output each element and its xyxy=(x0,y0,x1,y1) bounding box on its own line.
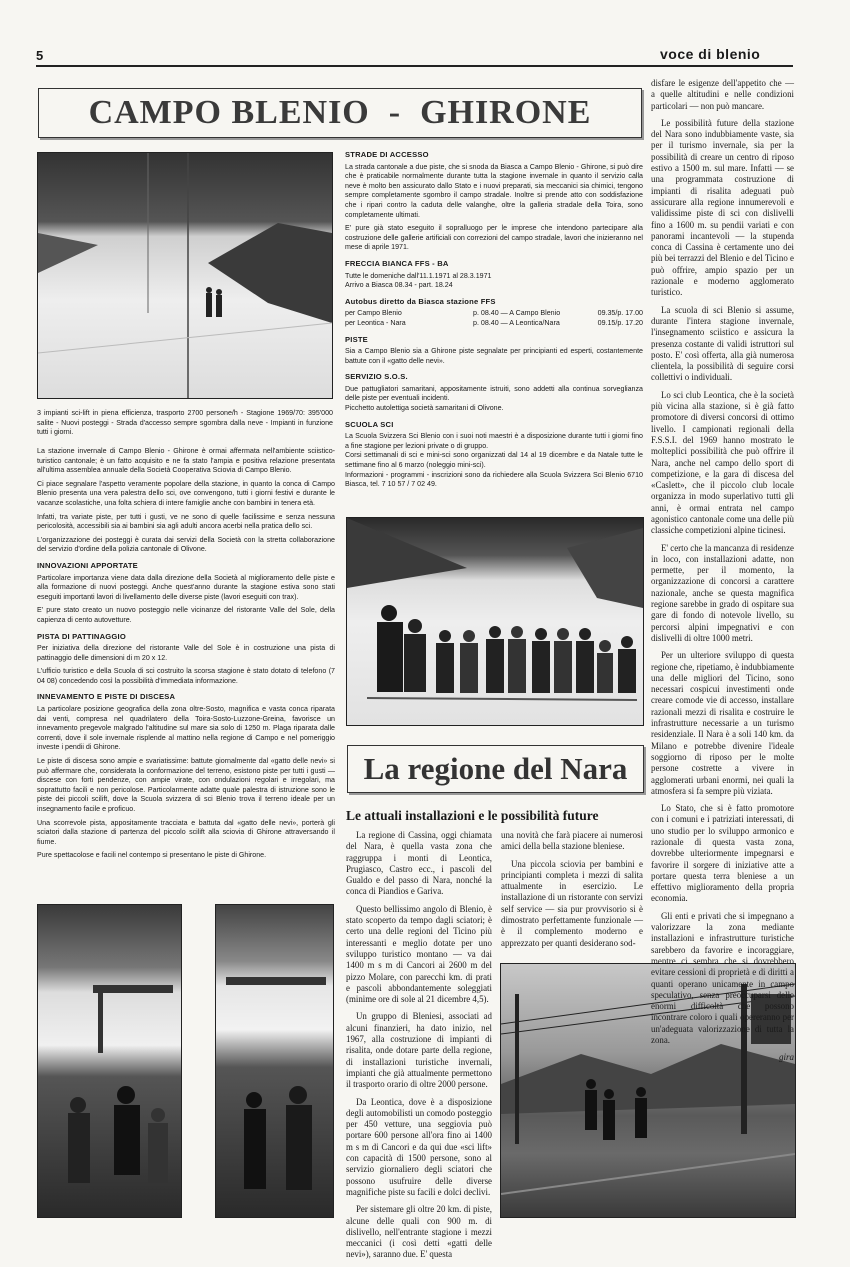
photo-skiers-lift-left xyxy=(37,904,182,1218)
ski-slope-illustration xyxy=(38,153,332,398)
bus-dest: per Campo Blenio xyxy=(345,309,402,318)
info-paragraph: La Scuola Svizzera Sci Blenio con i suoi noti maestri è a disposizione durante tutti i giorni fino a fine stagione per lezioni private o di gruppo. xyxy=(345,432,643,450)
section-heading-innovazioni: INNOVAZIONI APPORTATE xyxy=(37,560,138,570)
bus-dest: per Leontica - Nara xyxy=(345,318,406,327)
info-paragraph: Sia a Campo Blenio sia a Ghirone piste segnalate per principianti ed esperti, costantemente battute con il «gatto delle nevi». xyxy=(345,347,643,365)
right-paragraph: Lo Stato, che si è fatto promotore con i comuni e i patriziati interessati, di uno studio per lo sviluppo armonico e razionale di questa vasta zona, dovrebbe ulteriormente impegnarsi e favorire il sorgere di iniziative atte a portare questa terra bleniese a un effettivo miglioramento della propria economia. xyxy=(651,803,794,904)
masthead: voce di blenio xyxy=(660,46,761,62)
nara-paragraph: una novità che farà piacere ai numerosi amici della bella stazione bleniese. xyxy=(501,830,643,852)
nara-col1 xyxy=(346,830,492,1267)
intro-paragraph: Infatti, tra variate piste, per tutti i gusti, ve ne sono di quelle facilissime e senza nessuna pericolosità, accessibili sia ai bambini sia agli adulti ancora acerbi nella pratica dello sci. xyxy=(37,512,335,531)
heading-freccia: FRECCIA BIANCA FFS - BA xyxy=(345,258,449,268)
title-box xyxy=(38,88,642,138)
page-number: 5 xyxy=(36,48,44,63)
nara-title: La regione del Nara xyxy=(363,751,628,786)
section-paragraph: Le piste di discesa sono ampie e svariatissime: battute giornalmente dal «gatto delle nevi» si può affermare che, considerata la conformazione del terreno, esistono piste per tutti i gusti — discese con forti pendenze, con ampie virate, con ondulazioni regolari e irregolari, ma soprattutto facili e non pericolose. Particolarmente adatte quale palestra di istruzione sono le piste dei piccoli scilift, dove la Scuola svizzera di sci Blenio trova il terreno ideale per un insegnamento facile e proficuo. xyxy=(37,757,335,813)
right-paragraph: disfare le esigenze dell'appetito che — a quelle altitudini e nelle condizioni particolari — non può mancare. xyxy=(651,78,794,111)
header-rule xyxy=(36,65,793,67)
info-paragraph: La strada cantonale a due piste, che si snoda da Biasca a Campo Blenio - Ghirone, si può dire che è praticabile normalmente durante tutta la stagione invernale in quanto il servizio calla neve è molto ben assicurato dallo Stato e i nuovi preparati, sia meccanici sia chimici, tengono sempre completamente sgombro il campo stradale. Inoltre si prende atto con soddisfazione che i ripari contro la caduta delle valanghe, oltre la galleria stradale della Toira, sono completamente ultimati. xyxy=(345,162,643,219)
timetable-row xyxy=(345,319,643,329)
info-column xyxy=(345,150,643,494)
right-paragraph: Gli enti e privati che si impegnano a valorizzare la zona mediante installazioni e infrastrutture turistiche sarebbero da favorire e incoraggiare, mentre ci sembra che si dovrebbero evitare cessioni di proprietà e di diritti a quanti operano unicamente in campo speculativo, senza preoccuparsi delle enormi difficoltà che possono incontrare coloro i quali opereranno per un'adeguata valorizzazione di tutta la zona. xyxy=(651,910,794,1046)
right-paragraph: La scuola di sci Blenio si assume, durante l'intera stagione invernale, l'insegnamento sciistico e assicura la presenza costante di validi istruttori sul posto. E' così offerta, alla già numerosa clientela, la possibilità di seguire corsi collettivi o individuali. xyxy=(651,304,794,383)
photo-skiers-lift-right xyxy=(215,904,334,1218)
signature: gira xyxy=(778,1052,794,1063)
nara-paragraph: Da Leontica, dove è a disposizione degli automobilisti un comodo posteggio per 450 vetture, una seggiovia può portare 600 persone all'ora fino ai 1400 m s m di Cancori e da qui due «sci lift» con capacità di 1500 persone, sono al servizio giornaliero degli sciatori che possono usufruire delle diverse magnifiche piste su facili e dolci declivi. xyxy=(346,1096,492,1197)
nara-paragraph: Per sistemare gli oltre 20 km. di piste, alcune delle quali con 900 m. di dislivello, nell'entrante stagione i mezzi meccanici (i così detti «gatti delle nevi»), saranno due. E' questa xyxy=(346,1204,492,1260)
heading-strade: STRADE DI ACCESSO xyxy=(345,150,429,159)
timetable-row xyxy=(345,309,643,319)
bus-dep: p. 08.40 — A Campo Blenio xyxy=(473,309,561,318)
info-paragraph: Informazioni - programmi - inscrizioni sono da richiedere alla Scuola Svizzera Sci Blenio 6710 Biasca, tel. 7 10 57 / 7 02 49. xyxy=(345,470,643,489)
info-paragraph: Due pattugliatori samaritani, appositamente istruiti, sono addetti alla continua sorveglianza delle piste per eventuali incidenti. xyxy=(345,384,643,403)
right-paragraph: Le possibilità future della stazione del Nara sono indubbiamente vaste, sia per il turismo invernale, sia per la possibilità di creare un centro di riposo estivo a 1500 m. sul mare. Infatti — se una programmata costruzione di impianti di risalita adeguati può assicurare alla regione innumerevoli e validissime piste di sci con dislivelli fino a 1600 m. su pendii variati e con panorami incantevoli — la stupenda conca di Cassina è certamente uno dei più bei terrazzi del Blenio e del Ticino e può offrire, ampio spazio per un razionale e moderno agglomerato turistico. xyxy=(651,117,794,298)
freccia-line: Arrivo a Biasca 08.34 - part. 18.24 xyxy=(345,281,453,290)
bus-dep: p. 08.40 — A Leontica/Nara xyxy=(473,318,560,327)
section-paragraph: Particolare importanza viene data dalla direzione della Società al miglioramento delle piste e alla formazione di nuovi posteggi. Anche quest'anno durante la stagione estiva sono stati eseguiti importanti lavori di livellamento delle diverse piste (lavori eseguiti con trax). xyxy=(37,573,335,601)
info-paragraph: Corsi settimanali di sci e mini-sci sono organizzati dal 14 al 19 dicembre e da Natale tutte le settimane fino al 6 marzo (noleggio mini-sci). xyxy=(345,451,643,470)
section-paragraph: Una scorrevole pista, appositamente tracciata e battuta dal «gatto delle nevi», porterà gli sciatori dalla stazione di partenza del piccolo scilift alla sciovia di Ghirone attraversando il fiume. xyxy=(37,818,335,846)
right-paragraph: Per un ulteriore sviluppo di questa regione che, ripetiamo, è indubbiamente una delle migliori del Ticino, sono necessari cospicui investimenti onde creare comode vie di accesso, installare razionali mezzi di risalita e costruire le infrastrutture necessarie a un turismo residenziale. Il Nara è a soli 140 km. da Milano e potrebbe divenire l'ideale soggiorno di riposo per le molte persone costrette a vivere in agglomerati urbani enormi, nei quali la atmosfera si fa sempre più viziata. xyxy=(651,650,794,796)
nara-paragraph: Un gruppo di Bleniesi, associati ad alcuni finanzieri, ha dato inizio, nel 1967, alla costruzione di impianti di risalita, onde dotare parte della regione, di installazioni turistiche invernali, impianti che già attualmente permettono il trasporto orario di oltre 2000 persone. xyxy=(346,1011,492,1090)
section-paragraph: Pure spettacolose e facili nel contempo si presentano le piste di Ghirone. xyxy=(37,851,267,860)
heading-piste: PISTE xyxy=(345,334,368,344)
section-paragraph: E' pure stato creato un nuovo posteggio nelle vicinanze del ristorante Valle del Sole, della capienza di cento autovetture. xyxy=(37,606,335,624)
bus-times: 09.35/p. 17.00 xyxy=(597,309,643,318)
section-paragraph: La particolare posizione geografica della zona oltre-Sosto, magnifica e vasta conca riparata dai venti, compresa nel quadrilatero della Toira-Sosto-Luzzone-Greina, favorisce un innevamento pregevole malgrado l'altitudine sul mare sia solo di 1250 m. Plaga riparata dalle correnti, dove il sole invernale risplende al mattino nella regione di Campo e nel pomeriggio investe i pendii di Ghirone. xyxy=(37,705,335,752)
left-article xyxy=(37,447,335,865)
right-paragraph: Lo sci club Leontica, che è la società più vicina alla stazione, si è già fatto promotore di diversi concorsi di ottimo livello. I campionati regionali della F.S.S.I. del 1969 hanno mostrato le molteplici possibilità che può offrire il Nara, anche nel campo dello sport di competizione, e la gara di discesa del «Caslett», che il piccolo club locale organizza in modo superlativo tutti gli anni, è ormai entrata nel campo agonistico cantonale come una delle più classiche competizioni alpine ticinesi. xyxy=(651,389,794,536)
info-paragraph: E' pure già stato eseguito il sopralluogo per le imprese che intendono partecipare alla costruzione delle gallerie artificiali con correzioni del campo stradale, lavori che inizieranno nel mese di aprile 1971. xyxy=(345,224,643,252)
section-heading-pattinaggio: PISTA DI PATTINAGGIO xyxy=(37,631,126,641)
bus-times: 09.15/p. 17.20 xyxy=(597,318,643,327)
nara-title-box xyxy=(347,745,644,793)
children-group-illustration xyxy=(347,518,643,725)
heading-scuola: SCUOLA SCI xyxy=(345,419,394,429)
right-paragraph: E' certo che la mancanza di residenze in loco, con installazioni adatte, non permette, per il momento, la organizzazione di concorsi a carattere nazionale, anche se questa magnifica regione sarebbe in grado di ospitare sua gare di fondo di notevole livello, su percorsi alpini impegnativi e con dislivelli di oltre 1000 metri. xyxy=(651,542,794,643)
nara-paragraph: Questo bellissimo angolo di Blenio, è stato scoperto da tempo dagli sciatori; è certo una delle regioni del Ticino più interessanti e meglio dotate per uno sviluppo turistico montano — va dai 1400 m s m di Cancori ai 2600 m del pizzo Molare, con parecchi km. di prati e pascoli abbondantemente soleggiati (minime ore di sole al 21 dicembre 4,5). xyxy=(346,903,492,1005)
heading-autobus: Autobus diretto da Biasca stazione FFS xyxy=(345,296,496,306)
photo-children-group xyxy=(346,517,644,726)
skiers-illustration xyxy=(38,905,181,1217)
freccia-line: Tutte le domeniche dall'11.1.1971 al 28.3.1971 xyxy=(345,271,492,280)
nara-paragraph: Una piccola sciovia per bambini e principianti completa i mezzi di salita attualmente in esercizio. Le installazione di un ristorante con servizi self service — sia pur provvisorio si è dimostrato perfettamente funzionale — è il complemento moderno e apprezzato per quanti desiderano sod- xyxy=(501,858,643,948)
nara-paragraph: La regione di Cassina, oggi chiamata del Nara, è quella vasta zona che raggruppa i monti di Leontica, Prugiasco, Castro ecc., i pascoli del Gualdo e del passo di Nara, nonché la conca di Piandios e Gariva. xyxy=(346,830,492,897)
intro-paragraph: La stazione invernale di Campo Blenio - Ghirone è ormai affermata nell'ambiente sciistico-turistico cantonale; è un fatto acquisito e ne fa stato l'ampia e positiva relazione presentata all'ultima assemblea annuale della Società Cooperativa Sciovia di Campo Blenio. xyxy=(37,447,335,475)
right-column xyxy=(651,78,794,1064)
skiers-illustration xyxy=(216,905,333,1217)
info-paragraph: Picchetto autolettiga società samaritani di Olivone. xyxy=(345,404,504,413)
photo-caption: 3 impianti sci-lift in piena efficienza, trasporto 2700 persone/h - Stagione 1969/70: 395'000 salite - Nuovi posteggi - Strada d'accesso sempre sgombra dalla neve - Impianti in funzione tutti i giorni. xyxy=(37,409,333,437)
intro-paragraph: Ci piace segnalare l'aspetto veramente popolare della stazione, in quanto la conca di Campo Blenio presenta una vera palestra dello sci, ove convengono, tutti i giorni festivi e durante le vacanze scolastiche, una folta schiera di intere famiglie anche con bambini in tenera età. xyxy=(37,479,335,507)
bus-timetable xyxy=(345,309,643,328)
heading-sos: SERVIZIO S.O.S. xyxy=(345,372,408,382)
nara-subtitle: Le attuali installazioni e le possibilità future xyxy=(346,808,599,823)
intro-paragraph: L'organizzazione dei posteggi è curata dai servizi della Società con la stretta collaborazione del servizio d'ordine della polizia cantonale di Olivone. xyxy=(37,535,335,554)
section-paragraph: L'ufficio turistico e della Scuola di sci costruito la scorsa stagione è stato dotato di telefono (7 04 08) concedendo così la possibilità d'immediata informazione. xyxy=(37,667,335,685)
photo-ski-slope xyxy=(37,152,333,399)
nara-col2 xyxy=(501,830,643,955)
section-heading-innevamento: INNEVAMENTO E PISTE DI DISCESA xyxy=(37,692,176,702)
section-paragraph: Per iniziativa della direzione del ristorante Valle del Sole è in costruzione una pista di pattinaggio delle dimensioni di m 20 x 12. xyxy=(37,644,335,662)
main-title: CAMPO BLENIO - GHIRONE xyxy=(88,94,592,131)
